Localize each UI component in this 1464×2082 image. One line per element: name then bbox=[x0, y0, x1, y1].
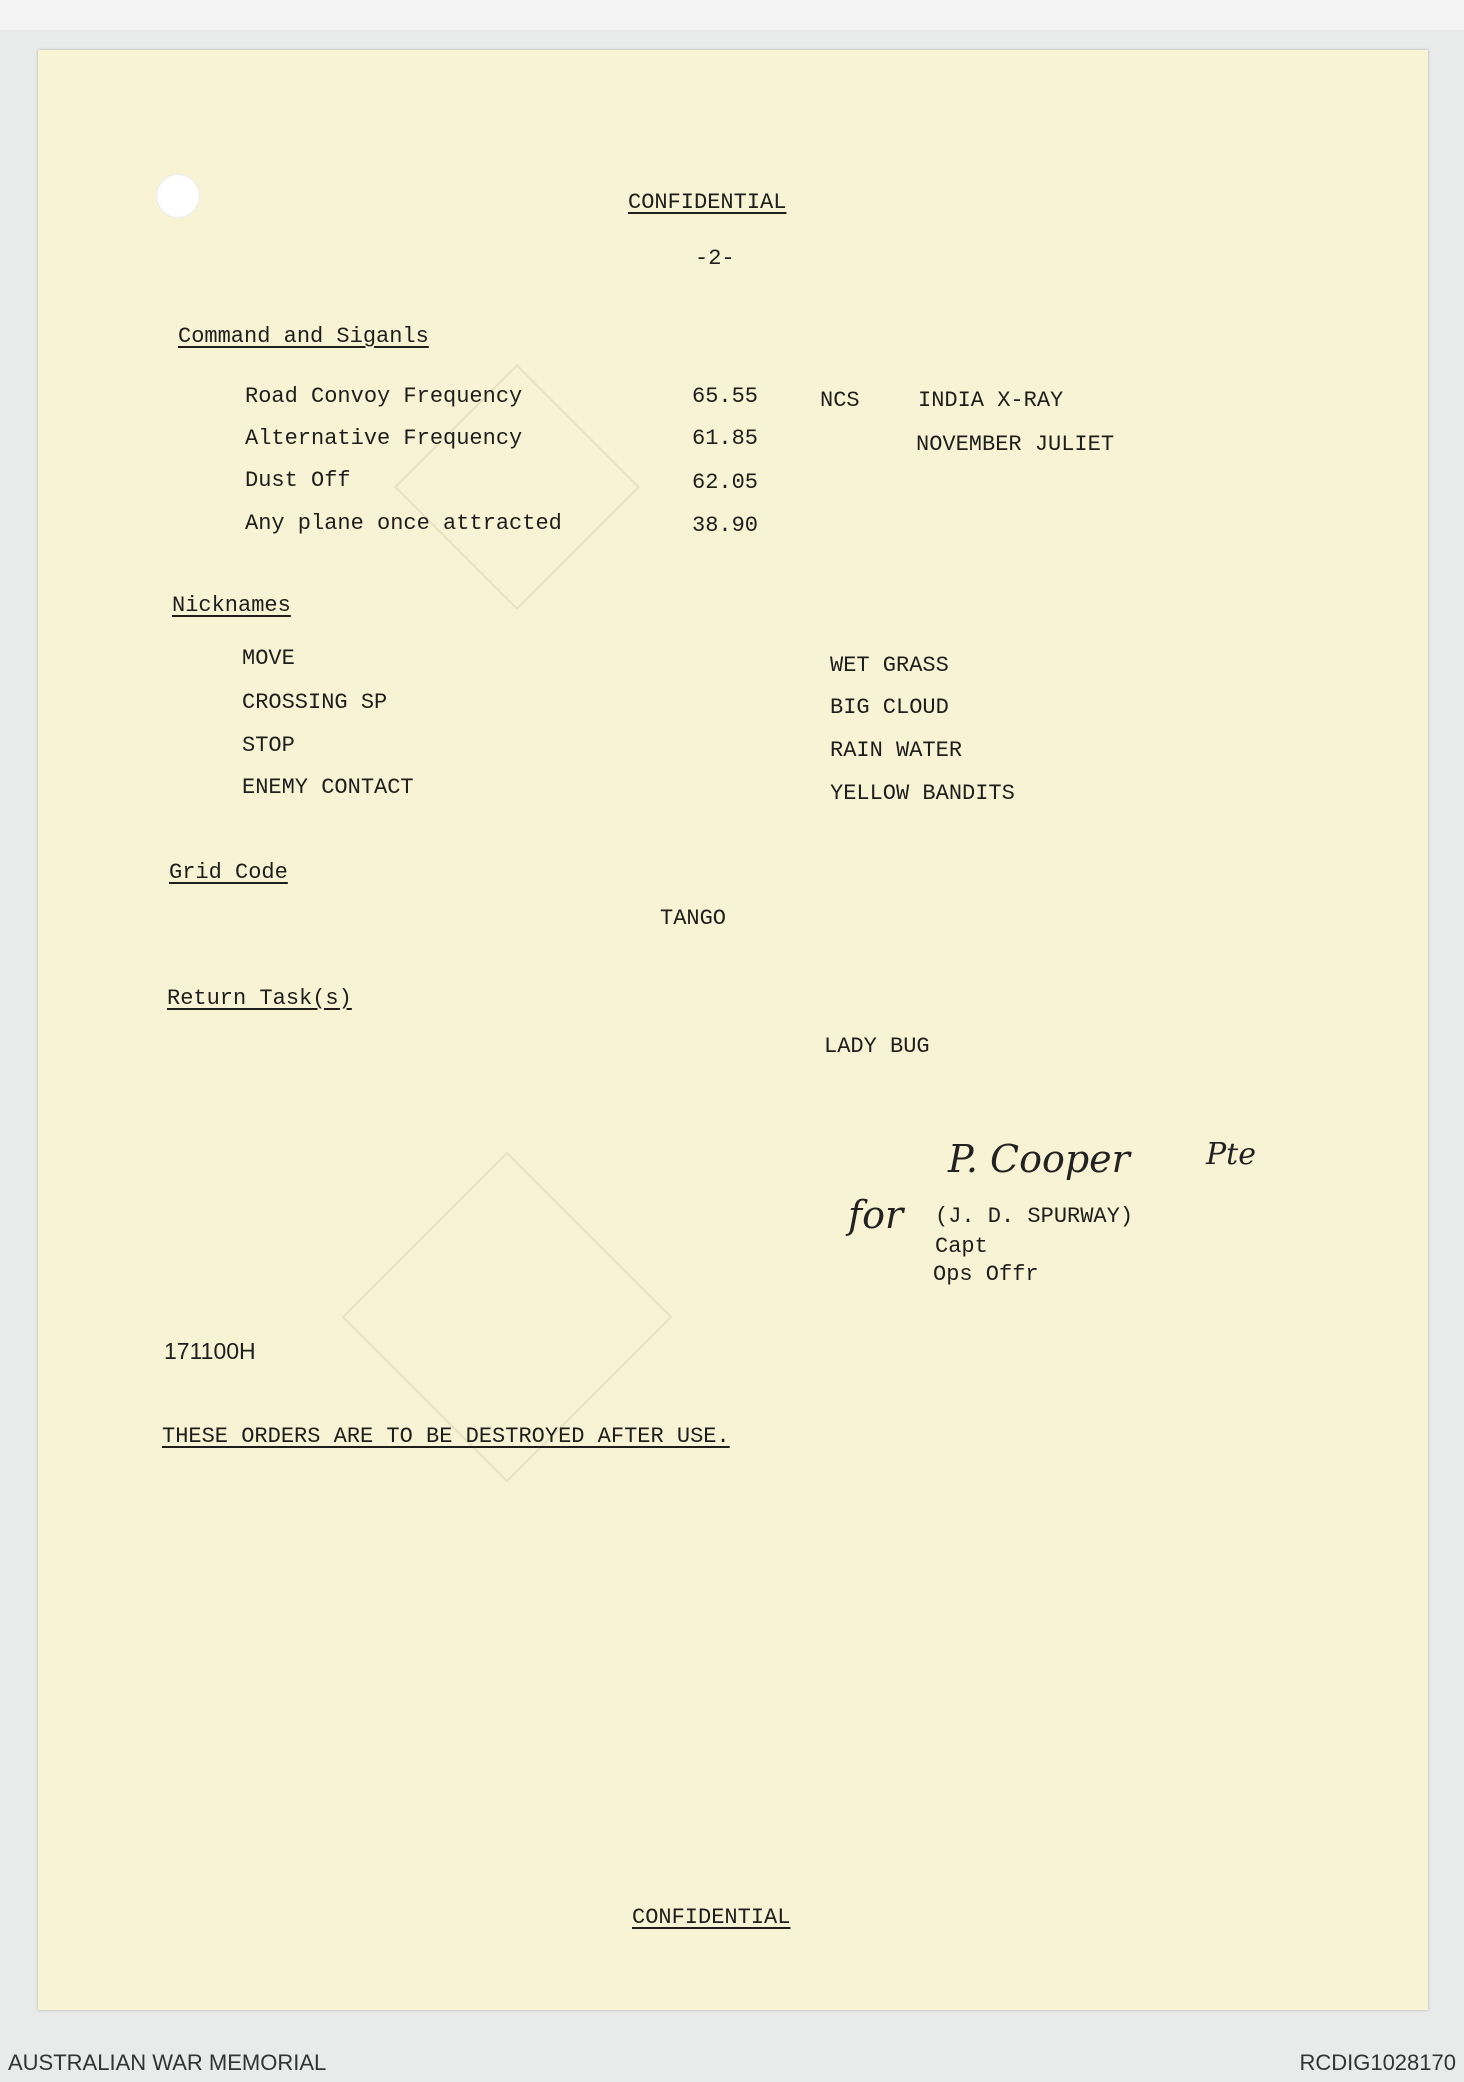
signal-label: Alternative Frequency bbox=[245, 426, 523, 451]
nickname-event: CROSSING SP bbox=[242, 690, 388, 715]
signature-handwritten-rank: Pte bbox=[1206, 1137, 1256, 1172]
signal-label: Road Convoy Frequency bbox=[245, 384, 523, 409]
signature-handwritten-name: P. Cooper bbox=[948, 1137, 1130, 1181]
footer-classification: CONFIDENTIAL bbox=[632, 1905, 791, 1930]
signal-label: Dust Off bbox=[245, 468, 351, 493]
page-number: -2- bbox=[695, 246, 735, 271]
date-time-group: 171100H bbox=[164, 1338, 256, 1364]
section-heading-command-signals: Command and Siganls bbox=[178, 324, 429, 349]
signal-frequency: 38.90 bbox=[692, 513, 759, 538]
signature-handwritten-for: for bbox=[848, 1193, 904, 1237]
section-heading-grid-code: Grid Code bbox=[169, 860, 288, 885]
nickname-event: ENEMY CONTACT bbox=[242, 775, 414, 800]
nickname-code: YELLOW BANDITS bbox=[830, 781, 1015, 806]
nickname-code: RAIN WATER bbox=[830, 738, 963, 763]
destroy-notice: THESE ORDERS ARE TO BE DESTROYED AFTER USE. bbox=[162, 1424, 730, 1449]
signal-station: NCS bbox=[820, 388, 860, 413]
signal-callsign: NOVEMBER JULIET bbox=[916, 432, 1115, 457]
scan-top-band bbox=[0, 0, 1464, 30]
signal-frequency: 61.85 bbox=[692, 426, 759, 451]
page-classification: CONFIDENTIAL bbox=[628, 190, 787, 215]
section-heading-nicknames: Nicknames bbox=[172, 593, 291, 618]
signal-callsign: INDIA X-RAY bbox=[918, 388, 1064, 413]
section-heading-return-tasks: Return Task(s) bbox=[167, 986, 352, 1011]
nickname-code: WET GRASS bbox=[830, 653, 949, 678]
grid-code-value: TANGO bbox=[660, 906, 727, 931]
signal-frequency: 65.55 bbox=[692, 384, 759, 409]
signal-label: Any plane once attracted bbox=[245, 511, 562, 536]
signal-frequency: 62.05 bbox=[692, 470, 759, 495]
nickname-code: BIG CLOUD bbox=[830, 695, 949, 720]
signatory-name: (J. D. SPURWAY) bbox=[935, 1204, 1134, 1229]
archive-institution: AUSTRALIAN WAR MEMORIAL bbox=[8, 2050, 327, 2075]
nickname-event: STOP bbox=[242, 733, 295, 758]
nickname-event: MOVE bbox=[242, 646, 295, 671]
signatory-appointment: Ops Offr bbox=[933, 1262, 1039, 1287]
signatory-rank: Capt bbox=[935, 1234, 988, 1259]
archive-reference: RCDIG1028170 bbox=[1299, 2050, 1456, 2075]
return-task-value: LADY BUG bbox=[824, 1034, 930, 1059]
punch-hole bbox=[156, 174, 200, 218]
